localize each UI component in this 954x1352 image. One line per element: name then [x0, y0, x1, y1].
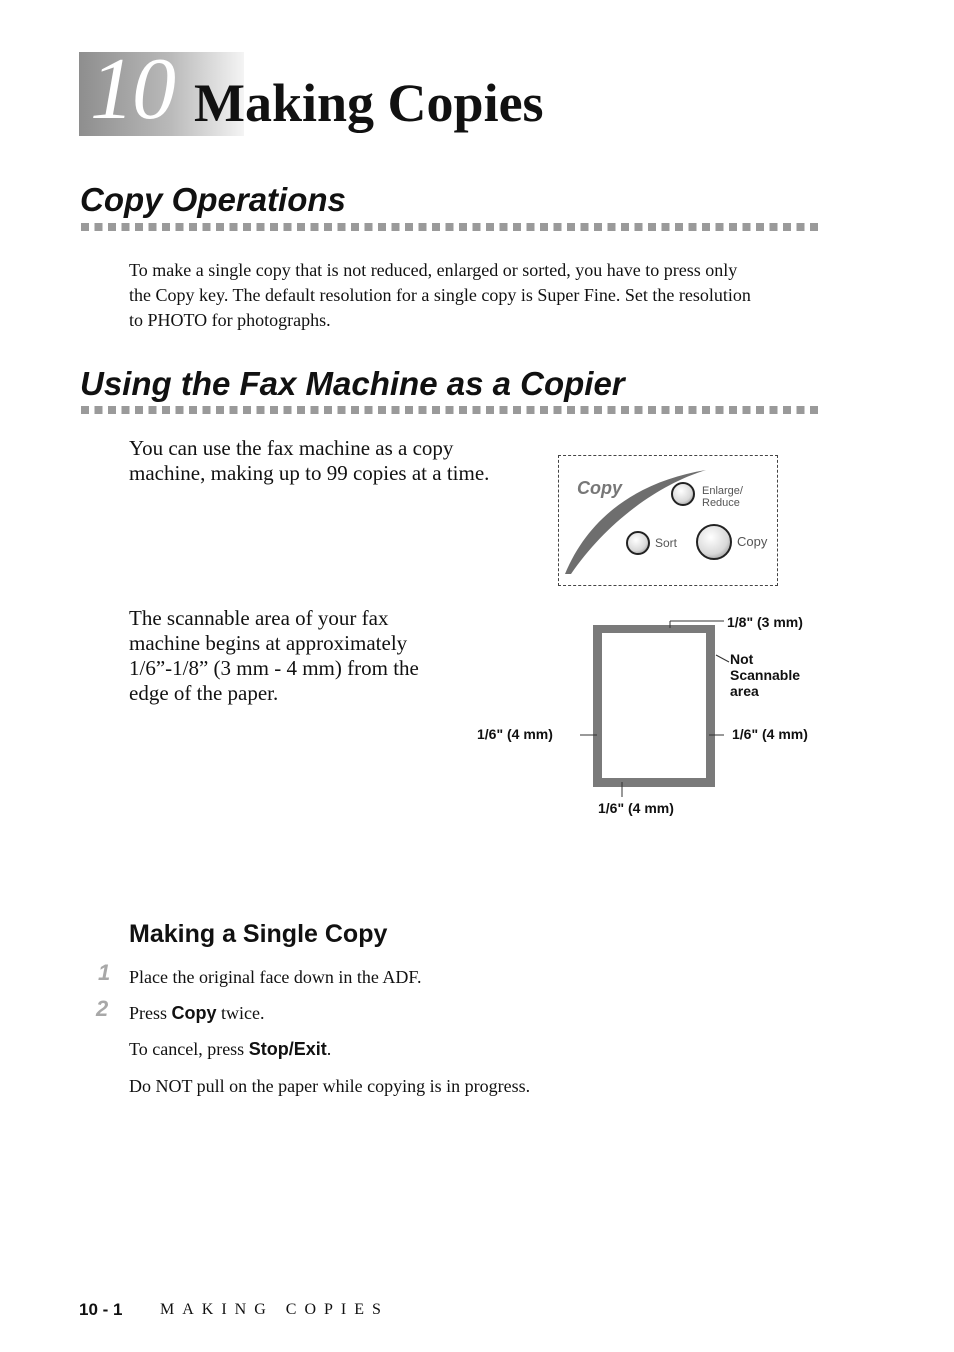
section-heading-copy-operations: Copy Operations: [80, 181, 346, 218]
paragraph-line: 1/6”-1/8” (3 mm - 4 mm) from the: [129, 656, 419, 680]
copy-label: Copy: [737, 534, 768, 549]
paragraph-line: machine, making up to 99 copies at a time.: [129, 461, 490, 485]
paragraph-line: The scannable area of your fax: [129, 606, 389, 630]
subsection-heading: Making a Single Copy: [129, 920, 388, 948]
cancel-instruction: To cancel, press Stop/Exit.: [129, 1039, 332, 1059]
copy-panel-figure: [558, 455, 778, 586]
copy-logo: Copy: [577, 478, 622, 498]
chapter-title: Making Copies: [194, 73, 544, 133]
step-number: 1: [98, 960, 111, 985]
section-heading-fax-copier: Using the Fax Machine as a Copier: [80, 365, 625, 402]
paragraph-line: to PHOTO for photographs.: [129, 310, 331, 330]
paragraph-line: machine begins at approximately: [129, 631, 408, 655]
right-margin-label: 1/6" (4 mm): [732, 726, 808, 742]
scan-leader-lines: [575, 612, 735, 802]
copy-button[interactable]: [696, 524, 732, 560]
sort-label: Sort: [655, 536, 678, 550]
left-margin-label: 1/6" (4 mm): [477, 726, 553, 742]
enlarge-reduce-button[interactable]: [671, 482, 695, 506]
not-scannable-label: Not Scannable area: [730, 651, 801, 699]
warning-note: Do NOT pull on the paper while copying is in progress.: [129, 1076, 531, 1096]
step-number: 2: [96, 996, 109, 1021]
fax-copier-intro: [129, 436, 529, 486]
enlarge-reduce-label: Enlarge/ Reduce: [702, 485, 743, 509]
panel-swoosh-icon: [559, 456, 777, 585]
paragraph-line: You can use the fax machine as a copy: [129, 436, 454, 460]
sort-button[interactable]: [626, 531, 650, 555]
copy-operations-paragraph: [129, 258, 849, 333]
paragraph-line: edge of the paper.: [129, 681, 279, 705]
scan-area-paragraph: [129, 606, 459, 706]
paragraph-line: To make a single copy that is not reduced, enlarged or sorted, you have to press only: [129, 260, 738, 280]
bottom-margin-label: 1/6" (4 mm): [598, 800, 674, 816]
section-divider: [81, 406, 823, 414]
running-footer-title: MAKING COPIES: [160, 1301, 389, 1318]
step-text: Press Copy twice.: [129, 1003, 265, 1023]
copy-key: Copy: [171, 1003, 217, 1023]
section-divider: [81, 223, 823, 231]
paragraph-line: the Copy key. The default resolution for a single copy is Super Fine. Set the resolution: [129, 285, 751, 305]
page-number: 10 - 1: [79, 1300, 123, 1319]
top-margin-label: 1/8" (3 mm): [727, 614, 803, 630]
stop-exit-key: Stop/Exit: [248, 1039, 327, 1059]
chapter-number: 10: [90, 41, 174, 138]
step-text: Place the original face down in the ADF.: [129, 967, 422, 987]
